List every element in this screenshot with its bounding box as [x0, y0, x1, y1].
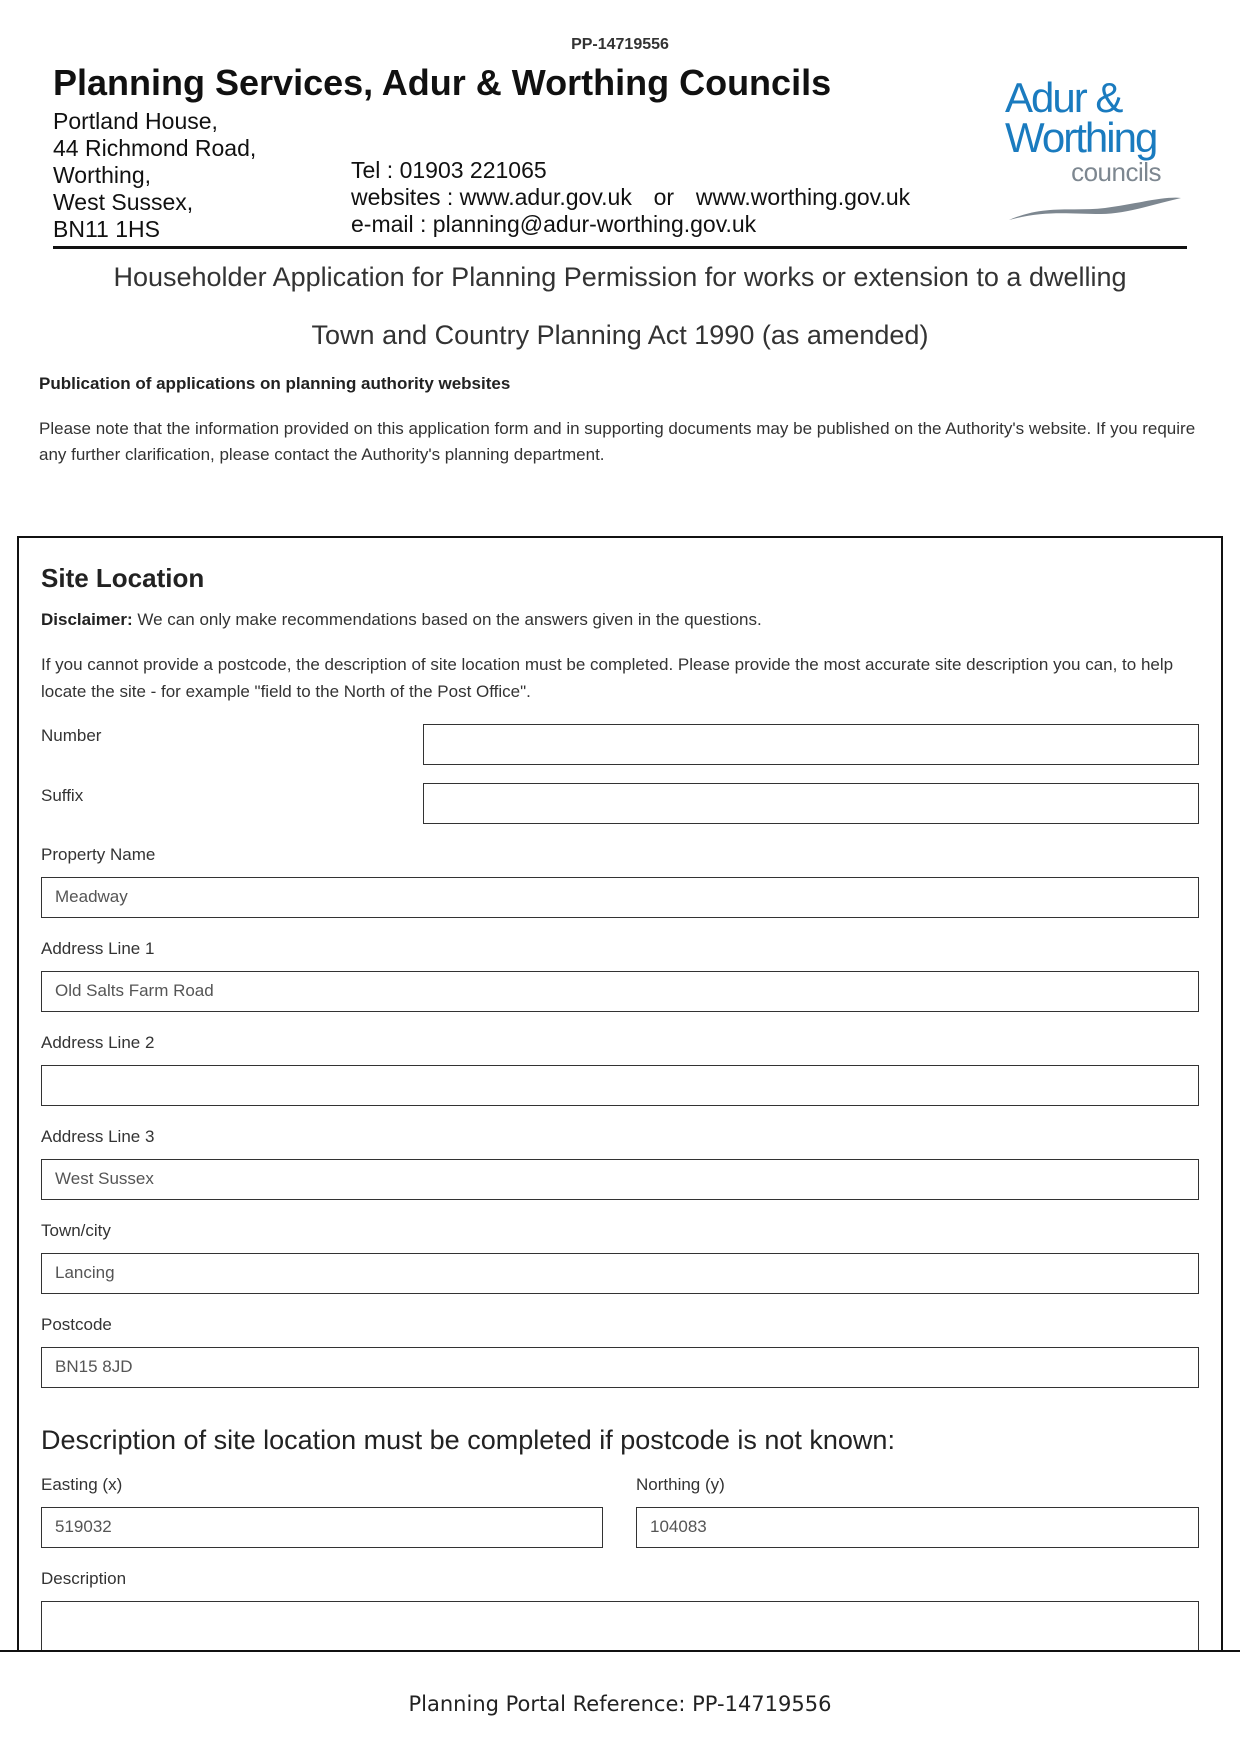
organisation-name: Planning Services, Adur & Worthing Councils [53, 62, 832, 103]
address-line-1-label: Address Line 1 [41, 939, 155, 958]
description-label: Description [41, 1569, 127, 1588]
reference-number-top: PP-14719556 [571, 36, 669, 53]
address-line: BN11 1HS [53, 216, 160, 242]
property-name-field[interactable]: Meadway [41, 877, 1199, 918]
easting-field[interactable]: 519032 [41, 1507, 603, 1548]
logo-text-councils: councils [1071, 157, 1161, 187]
logo-text-worthing: Worthing [1005, 114, 1157, 161]
logo-swoosh-icon [1005, 190, 1195, 226]
number-field[interactable] [423, 724, 1199, 765]
address-line-2-label: Address Line 2 [41, 1033, 155, 1052]
address-line: West Sussex, [53, 189, 194, 215]
header-divider [53, 246, 1187, 249]
form-title: Householder Application for Planning Permission for works or extension to a dwelling [113, 262, 1127, 292]
logo-text-adur: Adur & [1005, 74, 1122, 121]
disclaimer [41, 610, 762, 630]
address-line-3-label: Address Line 3 [41, 1127, 155, 1146]
easting-label: Easting (x) [41, 1475, 123, 1494]
publication-heading: Publication of applications on planning authority websites [39, 374, 511, 393]
address-line: Portland House, [53, 108, 218, 134]
suffix-field[interactable] [423, 783, 1199, 824]
town-city-label: Town/city [41, 1221, 111, 1240]
postcode-label: Postcode [41, 1315, 112, 1334]
suffix-label: Suffix [41, 786, 84, 805]
websites [351, 184, 910, 211]
publication-text: Please note that the information provided on this application form and in supporting documents may be published on the Authority's website. If you require any further clarification, please contact the Authority's planning department. [39, 419, 1196, 464]
description-heading: Description of site location must be completed if postcode is not known: [41, 1425, 895, 1455]
northing-label: Northing (y) [636, 1475, 725, 1494]
property-name-label: Property Name [41, 845, 156, 864]
disclaimer-label: Disclaimer: [41, 610, 133, 629]
northing-field[interactable]: 104083 [636, 1507, 1199, 1548]
town-city-field[interactable]: Lancing [41, 1253, 1199, 1294]
website-adur: websites : www.adur.gov.uk [351, 184, 632, 210]
website-worthing: www.worthing.gov.uk [695, 184, 911, 210]
site-location-panel [17, 536, 1223, 1754]
disclaimer-text: We can only make recommendations based on the answers given in the questions. [132, 610, 762, 629]
address-line-1-field[interactable]: Old Salts Farm Road [41, 971, 1199, 1012]
footer-reference: Planning Portal Reference: PP-14719556 [408, 1692, 832, 1716]
address-line-2-field[interactable] [41, 1065, 1199, 1106]
number-label: Number [41, 726, 102, 745]
postal-address [53, 108, 256, 243]
council-logo [1005, 74, 1195, 228]
websites-or: or [653, 184, 675, 210]
section-title: Site Location [41, 563, 205, 593]
address-line: Worthing, [53, 162, 152, 188]
footer-divider [0, 1650, 1240, 1652]
address-line-3-field[interactable]: West Sussex [41, 1159, 1199, 1200]
contact-details [351, 157, 910, 238]
email: e-mail : planning@adur-worthing.gov.uk [351, 211, 757, 237]
postcode-field[interactable]: BN15 8JD [41, 1347, 1199, 1388]
site-instructions: If you cannot provide a postcode, the description of site location must be completed. Please provide the most accurate site description you can, to help locate the site - for example "field to the North of the Post Office". [41, 655, 1174, 701]
address-line: 44 Richmond Road, [53, 135, 257, 161]
act-title: Town and Country Planning Act 1990 (as amended) [311, 320, 929, 350]
telephone: Tel : 01903 221065 [351, 157, 547, 183]
